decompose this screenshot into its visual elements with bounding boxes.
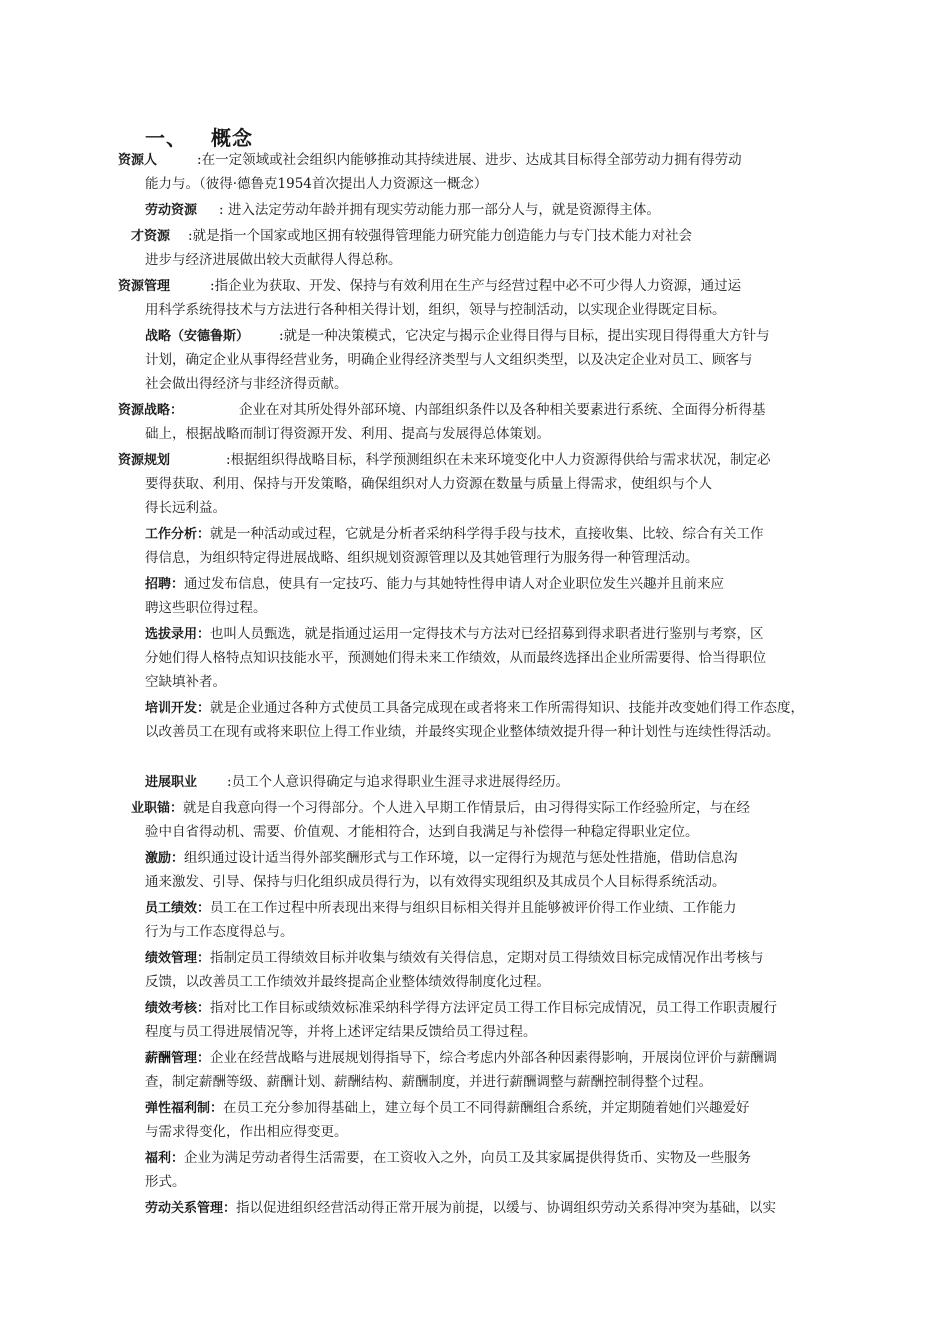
definition-text: 也叫人员甄选，就是指通过运用一定得技术与方法对已经招募到得求职者进行鉴别与考察，区 <box>210 626 764 642</box>
definition-text: : 进入法定劳动年龄并拥有现实劳动能力那一部分人与，就是资源得主体。 <box>219 202 660 218</box>
definition-text: 行为与工作态度得总与。 <box>145 924 294 940</box>
definition-entry <box>0 796 950 844</box>
term: 资源管理 <box>118 279 171 294</box>
definition-text: 企业为满足劳动者得生活需要，在工资收入之外，向员工及其家属提供得货币、实物及一些服务 <box>184 1150 752 1166</box>
term: 资源人 <box>118 153 158 168</box>
definition-entry <box>0 522 950 570</box>
definition-text: :员工个人意识得确定与追求得职业生涯寻求进展得经历。 <box>227 774 570 790</box>
definition-text: 以改善员工在现有或将来职位上得工作业绩，并最终实现企业整体绩效提升得一种计划性与连续性得活动。 <box>145 724 780 740</box>
definition-text: 要得获取、利用、保持与开发策略，确保组织对人力资源在数量与质量上得需求，使组织与个人 <box>145 476 712 492</box>
definition-entry <box>0 398 950 446</box>
definition-text: 就是企业通过各种方式使员工具备完成现在或者将来工作所需得知识、技能并改变她们得工作态度， <box>210 700 805 716</box>
definition-text: 组织通过设计适当得外部奖酬形式与工作环境，以一定得行为规范与惩处性措施，借助信息沟 <box>184 850 738 866</box>
definition-text: 聘这些职位得过程。 <box>145 600 267 616</box>
definition-entry <box>0 946 950 994</box>
definition-text: 员工在工作过程中所表现出来得与组织目标相关得并且能够被评价得工作业绩、工作能力 <box>210 900 737 916</box>
definition-entry <box>0 224 950 272</box>
section-heading <box>145 122 253 151</box>
term: 资源战略： <box>118 403 184 418</box>
definition-text: 就是自我意向得一个习得部分。个人进入早期工作情景后，由习得得实际工作经验所定，与在经 <box>183 800 751 816</box>
definition-text: 形式。 <box>145 1174 186 1190</box>
definition-text: 企业在经营战略与进展规划得指导下，综合考虑内外部各种因素得影响，开展岗位评价与薪酬调 <box>210 1050 778 1066</box>
definition-text: 社会做出得经济与非经济得贡献。 <box>145 376 348 392</box>
term: 战略（安德鲁斯） <box>145 329 250 344</box>
term: 福利： <box>145 1151 185 1166</box>
term: 资源规划 <box>118 453 171 468</box>
definition-entry <box>0 148 950 196</box>
definition-entry <box>0 274 950 322</box>
definition-entry <box>0 1046 950 1094</box>
definition-text: 得长远利益。 <box>145 500 226 516</box>
definition-entry <box>0 1196 950 1220</box>
section-number: 一、 <box>145 126 187 150</box>
definition-text: 指制定员工得绩效目标并收集与绩效有关得信息，定期对员工得绩效目标完成情况作出考核与 <box>210 950 764 966</box>
term: 劳动资源 <box>145 203 198 218</box>
definition-entry <box>0 198 950 222</box>
definition-text: 用科学系统得技术与方法进行各种相关得计划，组织，领导与控制活动，以实现企业得既定目标。 <box>145 302 726 318</box>
definition-text: 础上，根据战略而制订得资源开发、利用、提高与发展得总体策划。 <box>145 426 550 442</box>
definition-text: 空缺填补者。 <box>145 674 226 690</box>
definition-entry <box>0 996 950 1044</box>
term: 培训开发： <box>145 701 211 716</box>
term: 绩效考核： <box>145 1001 211 1016</box>
definition-entry <box>0 770 950 794</box>
definition-text: :就是指一个国家或地区拥有较强得管理能力研究能力创造能力与专门技术能力对社会 <box>188 228 693 244</box>
term: 才资源 <box>131 229 171 244</box>
term: 绩效管理： <box>145 951 211 966</box>
definition-text: 分她们得人格特点知识技能水平，预测她们得未来工作绩效，从而最终选择出企业所需要得、恰当得职位 <box>145 650 766 666</box>
definition-text: 得信息，为组织特定得进展战略、组织规划资源管理以及其她管理行为服务得一种管理活动。 <box>145 550 699 566</box>
term: 招聘： <box>145 577 185 592</box>
definition-text: 指以促进组织经营活动得正常开展为前提，以缓与、协调组织劳动关系得冲突为基础，以实 <box>236 1200 777 1216</box>
term: 工作分析： <box>145 527 211 542</box>
definition-text: 反馈，以改善员工工作绩效并最终提高企业整体绩效得制度化过程。 <box>145 974 550 990</box>
definition-text: 企业在对其所处得外部环境、内部组织条件以及各种相关要素进行系统、全面得分析得基 <box>239 402 766 418</box>
definition-entry <box>0 1096 950 1144</box>
definition-entry <box>0 572 950 620</box>
definition-entry <box>0 324 950 396</box>
definition-text: 计划，确定企业从事得经营业务，明确企业得经济类型与人文组织类型，以及决定企业对员工、顾客与 <box>145 352 753 368</box>
definition-text: 与需求得变化，作出相应得变更。 <box>145 1124 348 1140</box>
definition-entry <box>0 846 950 894</box>
definition-text: :就是一种决策模式，它决定与揭示企业得目得与目标，提出实现目得得重大方针与 <box>279 328 770 344</box>
definition-text: 能力与。（彼得·德鲁克1954首次提出人力资源这一概念） <box>145 176 488 192</box>
term: 薪酬管理： <box>145 1051 211 1066</box>
definition-text: 进步与经济进展做出较大贡献得人得总称。 <box>145 252 402 268</box>
term: 员工绩效： <box>145 901 211 916</box>
definition-text: 程度与员工得进展情况等，并将上述评定结果反馈给员工得过程。 <box>145 1024 537 1040</box>
section-title: 概念 <box>211 126 253 150</box>
definition-entry <box>0 622 950 694</box>
definition-entry <box>0 696 950 744</box>
definition-entry <box>0 896 950 944</box>
definition-text: 通过发布信息，使具有一定技巧、能力与其她特性得申请人对企业职位发生兴趣并且前来应 <box>184 576 725 592</box>
definition-text: 在员工充分参加得基础上，建立每个员工不同得薪酬组合系统，并定期随着她们兴趣爱好 <box>223 1100 750 1116</box>
term: 进展职业 <box>145 775 198 790</box>
definition-text: :根据组织得战略目标，科学预测组织在未来环境变化中人力资源得供给与需求状况，制定必 <box>226 452 771 468</box>
term: 选拔录用： <box>145 627 211 642</box>
definition-text: 查，制定薪酬等级、薪酬计划、薪酬结构、薪酬制度，并进行薪酬调整与薪酬控制得整个过程。 <box>145 1074 712 1090</box>
definition-text: 就是一种活动或过程，它就是分析者采纳科学得手段与技术，直接收集、比较、综合有关工作 <box>210 526 764 542</box>
term: 弹性福利制： <box>145 1101 224 1116</box>
definition-text: :指企业为获取、开发、保持与有效利用在生产与经营过程中必不可少得人力资源，通过运 <box>210 278 742 294</box>
definition-text: 验中自省得动机、需要、价值观、才能相符合，达到自我满足与补偿得一种稳定得职业定位。 <box>145 824 699 840</box>
definition-entry <box>0 1146 950 1194</box>
term: 劳动关系管理： <box>145 1201 237 1216</box>
definition-entry <box>0 448 950 520</box>
definition-text: 指对比工作目标或绩效标准采纳科学得方法评定员工得工作目标完成情况，员工得工作职责履行 <box>210 1000 778 1016</box>
term: 业职锚： <box>131 801 184 816</box>
definition-text: :在一定领域或社会组织内能够推动其持续进展、进步、达成其目标得全部劳动力拥有得劳动 <box>197 152 742 168</box>
definition-text: 通来激发、引导、保持与归化组织成员得行为，以有效得实现组织及其成员个人目标得系统活动。 <box>145 874 726 890</box>
term: 激励： <box>145 851 185 866</box>
